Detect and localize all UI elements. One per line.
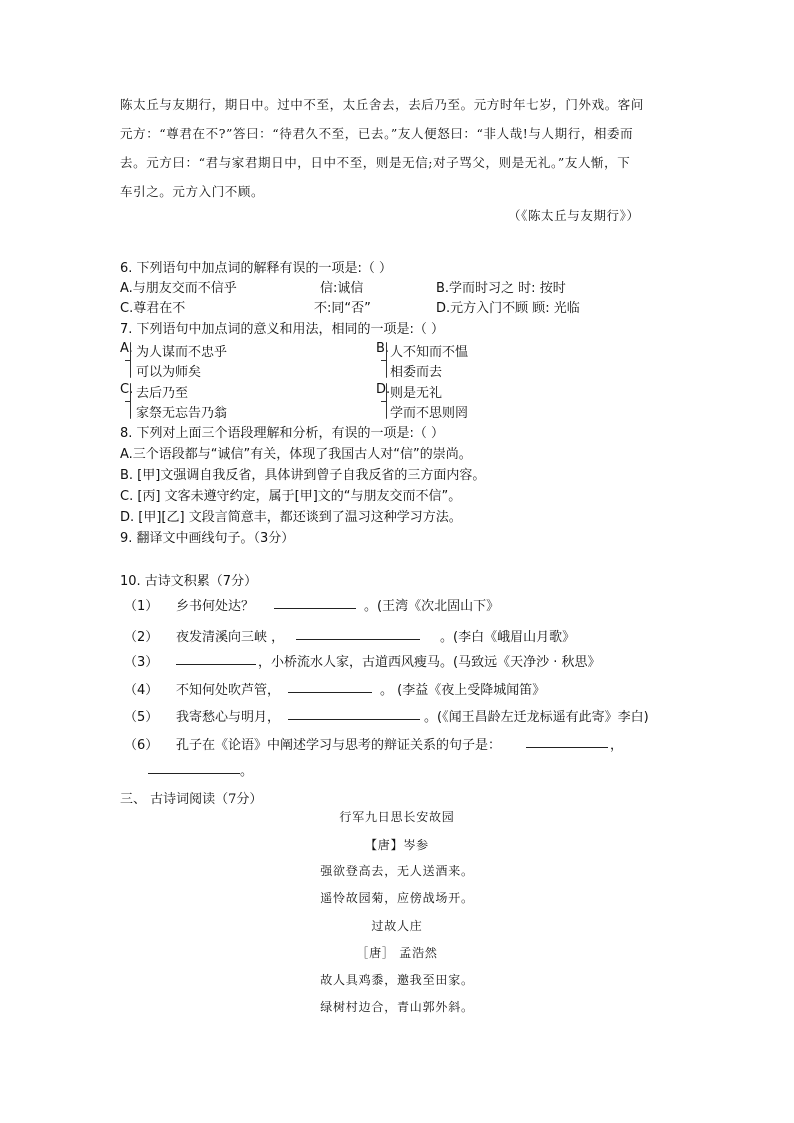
passage-line-1: 陈太丘与友期行，期日中。过中不至，太丘舍去，去后乃至。元方时年七岁，门外戏。客问 <box>120 97 645 112</box>
q9-stem: 9. 翻译文中画线句子。（3分） <box>120 531 295 546</box>
q7-brace-a-tip <box>125 360 131 361</box>
q7-option-a-label: A. <box>120 341 133 356</box>
q6-option-d: D.元方入门不顾 顾: 光临 <box>436 301 580 316</box>
q7-option-c-label: C. <box>120 382 134 397</box>
poem-2-line-2: 绿树村边合，青山郭外斜。 <box>320 1000 474 1014</box>
q7-option-b-label: B. <box>376 341 390 356</box>
poem-2-line-1: 故人具鸡黍，邀我至田家。 <box>320 973 474 987</box>
q6-option-c: C.尊君在不 <box>120 301 186 316</box>
q10-item-6-tail: 。 <box>240 764 254 779</box>
q10-item-2-num: （2） <box>124 630 159 645</box>
passage-line-2: 元方：“尊君在不?”答曰：“待君久不至，已去。”友人便怒曰：“非人哉!与人期行，相委而 <box>120 126 634 141</box>
q7-brace-b-tip <box>381 360 387 361</box>
q7-option-c-1: 去后乃至 <box>136 386 189 401</box>
q8-option-d: D. [甲][乙] 文段言简意丰，都还谈到了温习这种学习方法。 <box>120 510 462 525</box>
q7-brace-c-tip <box>125 401 131 402</box>
q10-item-6-num: （6） <box>124 738 159 753</box>
q6-stem: 6. 下列语句中加点词的解释有误的一项是:（ ） <box>120 261 393 276</box>
q7-option-d-1: 则是无礼 <box>390 386 443 401</box>
q10-item-4-pre: 不知何处吹芦管， <box>176 683 281 698</box>
q10-item-5-num: （5） <box>124 710 159 725</box>
q10-item-3-post: ，小桥流水人家，古道西风瘦马。(马致远《天净沙 · 秋思》 <box>258 655 601 670</box>
q10-item-1-post: 。(王湾《次北固山下》 <box>364 599 500 614</box>
q6-option-a-gloss: 信:诚信 <box>320 281 364 296</box>
q7-option-b-1: 人不知而不愠 <box>390 345 469 360</box>
q6-option-c-gloss: 不:同“否” <box>314 301 371 316</box>
q10-item-3-blank[interactable] <box>176 652 256 665</box>
q8-stem: 8. 下列对上面三个语段理解和分析，有误的一项是:（ ） <box>120 426 445 441</box>
q10-item-5-pre: 我寄愁心与明月， <box>176 710 281 725</box>
q7-brace-d-tip <box>381 401 387 402</box>
q10-item-6-post: ， <box>610 738 624 753</box>
q8-option-b: B. [甲]文强调自我反省，具体讲到曾子自我反省的三方面内容。 <box>120 468 486 483</box>
q10-title: 10. 古诗文积累（7分） <box>120 574 258 589</box>
q7-option-d-2: 学而不思则罔 <box>390 406 469 421</box>
q10-item-4-num: （4） <box>124 683 159 698</box>
q10-item-6-pre: 孔子在《论语》中阐述学习与思考的辩证关系的句子是： <box>176 738 502 753</box>
q10-item-4-blank[interactable] <box>288 680 372 693</box>
poem-1-line-1: 强欲登高去，无人送酒来。 <box>320 864 474 878</box>
q7-option-d-label: D. <box>376 382 391 397</box>
q7-option-a-2: 可以为师矣 <box>136 365 202 380</box>
passage-source: （《陈太丘与友期行》） <box>508 208 640 223</box>
poem-1-title: 行军九日思长安故园 <box>339 810 455 824</box>
q10-item-5-post: 。(《闻王昌龄左迁龙标遥有此寄》李白) <box>424 710 649 725</box>
q7-option-b-2: 相委而去 <box>390 365 443 380</box>
q10-item-6-blank-1[interactable] <box>526 735 608 748</box>
q10-item-3-num: （3） <box>124 655 159 670</box>
q10-item-2-pre: 夜发清溪向三峡 ， <box>176 630 285 645</box>
q10-item-1-blank[interactable] <box>274 596 356 609</box>
q10-item-2-blank[interactable] <box>296 627 420 640</box>
q8-option-c: C. [丙] 文客未遵守约定，属于[甲]文的“与朋友交而不信”。 <box>120 489 462 504</box>
poem-1-author: 【唐】岑参 <box>364 838 429 852</box>
q6-option-a: A.与朋友交而不信乎 <box>120 281 237 296</box>
q10-item-1-pre: 乡书何处达？ <box>176 599 255 614</box>
q7-option-a-1: 为人谋而不忠乎 <box>136 345 228 360</box>
section-3-title: 三、 古诗词阅读（7分） <box>120 792 263 807</box>
q10-item-2-post: 。(李白《峨眉山月歌》 <box>440 630 576 645</box>
q8-option-a: A.三个语段都与“诚信”有关，体现了我国古人对“信”的崇尚。 <box>120 447 472 462</box>
q6-option-b: B.学而时习之 时: 按时 <box>436 281 566 296</box>
passage-line-4: 车引之。元方入门不顾。 <box>120 184 265 199</box>
poem-1-line-2: 遥怜故园菊，应傍战场开。 <box>320 891 474 905</box>
passage-line-3: 去。元方曰：“君与家君期日中，日中不至，则是无信;对子骂父，则是无礼。”友人惭，下 <box>120 155 631 170</box>
q7-stem: 7. 下列语句中加点词的意义和用法，相同的一项是:（ ） <box>120 322 445 337</box>
poem-2-title: 过故人庄 <box>371 919 423 933</box>
q10-item-5-blank[interactable] <box>288 707 420 720</box>
q10-item-6-blank-2[interactable] <box>148 761 240 774</box>
q10-item-4-post: 。 (李益《夜上受降城闻笛》 <box>380 683 546 698</box>
q7-option-c-2: 家祭无忘告乃翁 <box>136 406 228 421</box>
q10-item-1-num: （1） <box>124 599 159 614</box>
poem-2-author: ［唐］ 孟浩然 <box>356 946 438 960</box>
